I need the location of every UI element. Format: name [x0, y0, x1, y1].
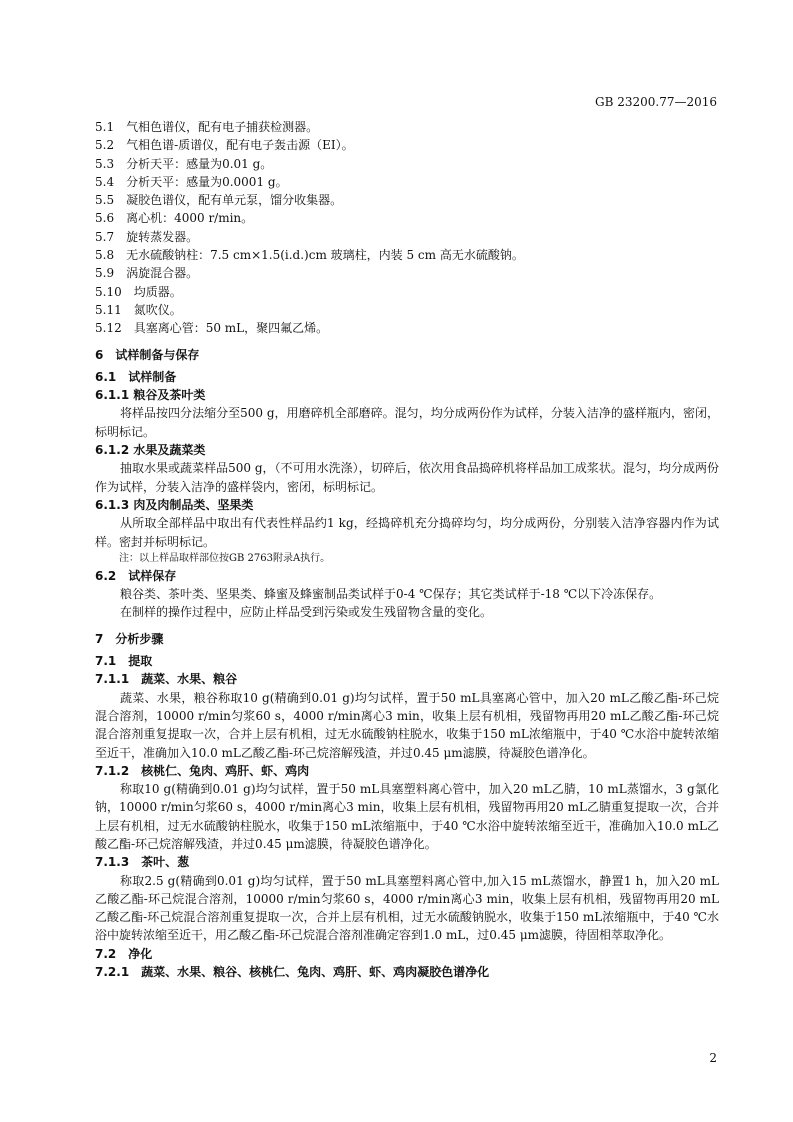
paragraph-7-1-2: 称取10 g(精确到0.01 g)均匀试样，置于50 mL具塞塑料离心管中，加入20 mL乙腈，10 mL蒸馏水，3 g氯化钠，10000 r/min匀浆60 s，4000 r/min离心3 min，收集上层有机相，残留物再用20 mL乙腈重复提取一次，合并上层有机相，过无水硫酸钠柱脱水，收集于150 mL浓缩瓶中，于40 ℃水浴中旋转浓缩至近干，准确加入10.0 mL乙酸乙酯-环己烷溶解残渣，并过0.45 μm滤膜，待凝胶色谱净化。 — [95, 782, 719, 851]
item-5-12: 5.12 具塞离心管：50 mL，聚四氟乙烯。 — [95, 321, 329, 336]
item-5-11: 5.11 氮吹仪。 — [95, 302, 182, 317]
item-5-1: 5.1 气相色谱仪，配有电子捕获检测器。 — [95, 120, 319, 134]
paragraph-6-1-2: 抽取水果或蔬菜样品500 g，（不可用水洗涤），切碎后，依次用食品捣碎机将样品加工成浆状。混匀，均分成两份作为试样，分装入洁净的盛样袋内，密闭，标明标记。 — [95, 461, 719, 494]
paragraph-6-1-1: 将样品按四分法缩分至500 g，用磨碎机全部磨碎。混匀，均分成两份作为试样，分装入洁净的盛样瓶内，密闭，标明标记。 — [95, 406, 719, 439]
section-7-2-1-heading: 7.2.1 蔬菜、水果、粮谷、核桃仁、兔肉、鸡肝、虾、鸡肉凝胶色谱净化 — [95, 965, 490, 980]
section-7-heading: 7 分析步骤 — [95, 631, 164, 646]
note: 注：以上样品取样部位按GB 2763附录A执行。 — [119, 552, 331, 564]
section-6-2-heading: 6.2 试样保存 — [95, 568, 177, 583]
item-5-8: 5.8 无水硫酸钠柱：7.5 cm×1.5(i.d.)cm 玻璃柱，内装 5 cm 高无水硫酸钠。 — [95, 248, 524, 263]
item-5-2: 5.2 气相色谱-质谱仪，配有电子轰击源（EI）。 — [95, 138, 354, 153]
item-5-6: 5.6 离心机：4000 r/min。 — [95, 211, 254, 226]
paragraph-7-1-1: 蔬菜、水果，粮谷称取10 g(精确到0.01 g)均匀试样，置于50 mL具塞离心管中，加入20 mL乙酸乙酯-环己烷混合溶剂，10000 r/min匀浆60 s，4000 r/min离心3 min，收集上层有机相，残留物再用20 mL乙酸乙酯-环己烷混合溶剂重复提取一次，合并上层有机相，过无水硫酸钠柱脱水，收集于150 mL浓缩瓶中，于40 ℃水浴中旋转浓缩至近干，准确加入10.0 mL乙酸乙酯-环己烷溶解残渣，并过0.45 μm滤膜，待凝胶色谱净化。 — [95, 690, 719, 760]
section-6-1-1-heading: 6.1.1 粮谷及茶叶类 — [95, 388, 206, 403]
section-6-1-2-heading: 6.1.2 水果及蔬菜类 — [95, 443, 206, 458]
item-5-9: 5.9 涡旋混合器。 — [95, 266, 199, 281]
paragraph-6-2-b: 在制样的操作过程中，应防止样品受到污染或发生残留物含量的变化。 — [120, 605, 493, 620]
paragraph-6-1-3: 从所取全部样品中取出有代表性样品约1 kg，经捣碎机充分捣碎均匀，均分成两份，分别装入洁净容器内作为试样。密封并标明标记。 — [95, 516, 719, 549]
section-7-1-2-heading: 7.1.2 核桃仁、兔肉、鸡肝、虾、鸡肉 — [95, 763, 310, 778]
section-7-1-heading: 7.1 提取 — [95, 654, 153, 669]
item-5-7: 5.7 旋转蒸发器。 — [95, 229, 199, 244]
section-7-1-1-heading: 7.1.1 蔬菜、水果、粮谷 — [95, 672, 238, 687]
item-5-4: 5.4 分析天平：感量为0.0001 g。 — [95, 174, 288, 189]
item-5-10: 5.10 均质器。 — [95, 284, 182, 299]
section-7-1-3-heading: 7.1.3 茶叶、葱 — [95, 855, 190, 870]
section-6-heading: 6 试样制备与保存 — [95, 347, 200, 362]
page-number: 2 — [709, 1051, 717, 1065]
item-5-3: 5.3 分析天平：感量为0.01 g。 — [95, 156, 273, 171]
standard-number: GB 23200.77—2016 — [594, 95, 717, 109]
paragraph-6-2-a: 粮谷类、茶叶类、坚果类、蜂蜜及蜂蜜制品类试样于0-4 ℃保存；其它类试样于-18 ℃以下冷冻保存。 — [120, 587, 662, 602]
section-7-2-heading: 7.2 净化 — [95, 946, 153, 961]
item-5-5: 5.5 凝胶色谱仪，配有单元泵，馏分收集器。 — [95, 193, 343, 208]
paragraph-7-1-3: 称取2.5 g(精确到0.01 g)均匀试样，置于50 mL具塞塑料离心管中,加入15 mL蒸馏水，静置1 h，加入20 mL乙酸乙酯-环己烷混合溶剂，10000 r/min匀浆60 s，4000 r/min离心3 min，收集上层有机相，残留物再用20 mL乙酸乙酯-环己烷混合溶剂重复提取一次，合并上层有机相，过无水硫酸钠脱水，收集于150 mL浓缩瓶中，于40 ℃水浴中旋转浓缩至近干，用乙酸乙酯-环己烷混合溶剂准确定容到1.0 mL，过0.45 μm滤膜，待固相萃取净化。 — [95, 873, 719, 943]
document-body — [95, 118, 719, 981]
section-6-1-3-heading: 6.1.3 肉及肉制品类、坚果类 — [95, 497, 254, 512]
section-6-1-heading: 6.1 试样制备 — [95, 369, 177, 384]
